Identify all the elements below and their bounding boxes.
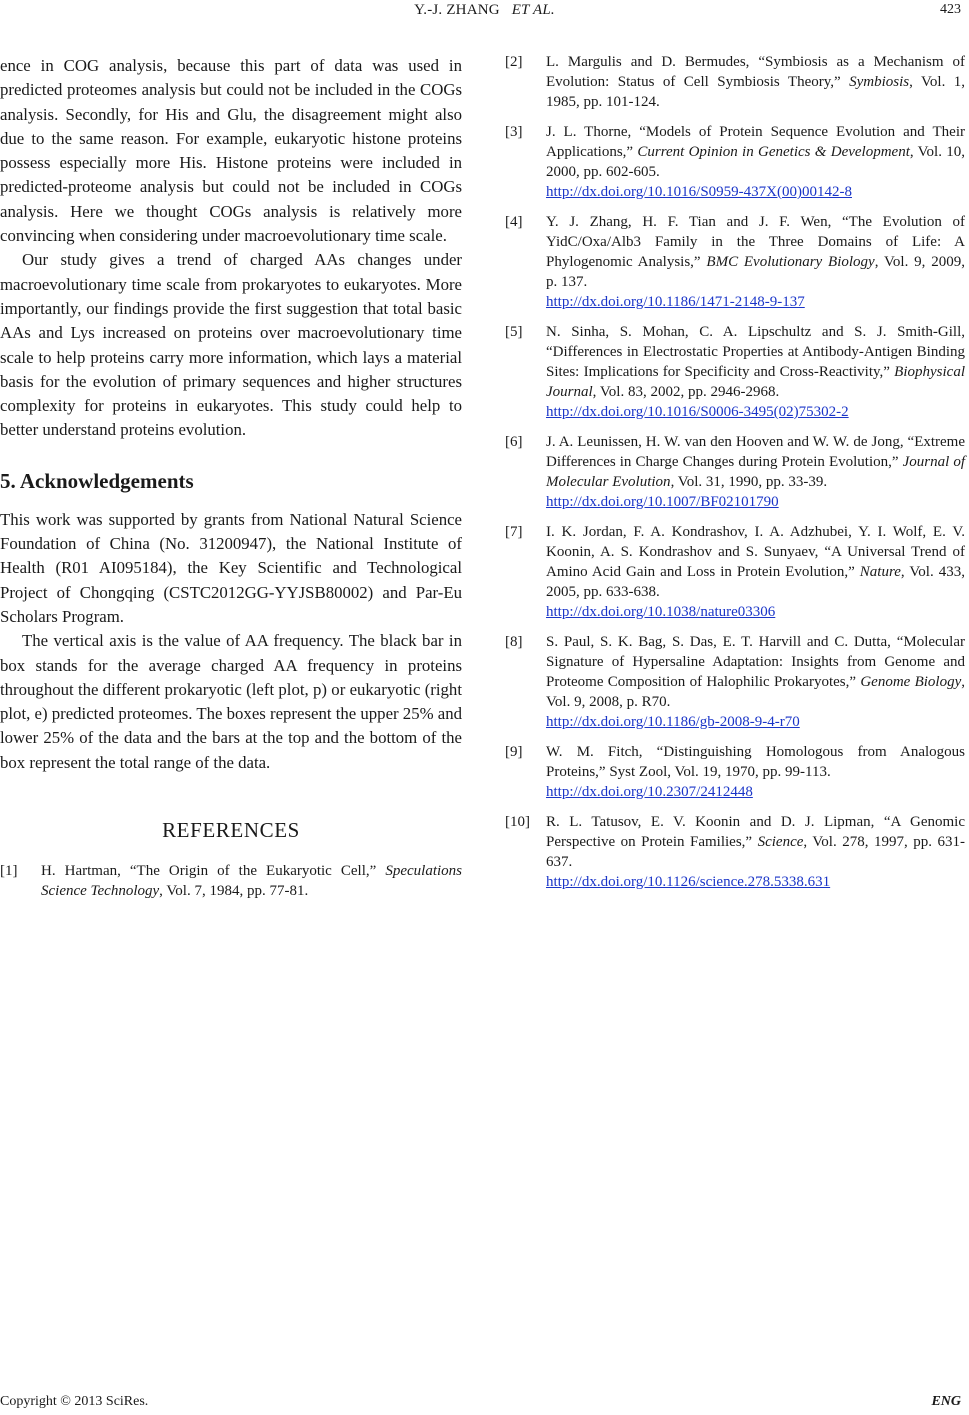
reference-doi-link[interactable]: http://dx.doi.org/10.2307/2412448 (546, 784, 753, 800)
reference-list-left (0, 861, 462, 901)
reference-journal: Current Opinion in Genetics & Development (637, 144, 910, 160)
page-footer (0, 1394, 969, 1414)
reference-journal: BMC Evolutionary Biology (706, 254, 875, 270)
reference-number: [2] (505, 54, 523, 70)
reference-volume-pages: , Vol. 10, 2000, pp. 602-605. (546, 144, 965, 180)
reference-authors-title: N. Sinha, S. Mohan, C. A. Lipschultz and S. J. Smith-Gill, “Differences in Electrostatic Properties at Antibody-Antigen Binding Sites: Implications for Specificity and Cross-Reactivity,” (546, 324, 965, 380)
reference-volume-pages: , Vol. 9, 2008, p. R70. (546, 674, 966, 710)
reference-authors-title: H. Hartman, “The Origin of the Eukaryotic Cell,” (41, 863, 386, 880)
reference-item (505, 432, 965, 512)
reference-volume-pages: , Vol. 7, 1984, pp. 77-81. (159, 883, 309, 900)
reference-authors-title: Y. J. Zhang, H. F. Tian and J. F. Wen, “The Evolution of YidC/Oxa/Alb3 Family in the Three Domains of Life: A Phylogenomic Analysis,” (546, 214, 965, 270)
reference-text (41, 861, 462, 901)
reference-number: [3] (505, 124, 523, 140)
running-head (0, 2, 969, 24)
reference-text (546, 212, 965, 312)
reference-item (0, 861, 462, 901)
reference-volume-pages: , Vol. 9, 2009, p. 137. (546, 254, 965, 290)
reference-number: [5] (505, 324, 523, 340)
figure-caption-paragraph: The vertical axis is the value of AA frequency. The black bar in box stands for the average charged AA frequency in proteins throughout the different prokaryotic (left plot, p) or eukaryotic (right plot, e) predicted proteomes. The boxes represent the upper 25% and lower 25% of the data and the bars at the top and the bottom of the box represent the total range of the data. (0, 631, 462, 772)
reference-volume-pages: , Vol. 31, 1990, pp. 33-39. (670, 474, 828, 490)
reference-list-right (505, 52, 965, 902)
reference-volume-pages: , Vol. 83, 2002, pp. 2946-2968. (592, 384, 780, 400)
reference-authors-title: R. L. Tatusov, E. V. Koonin and D. J. Lipman, “A Genomic Perspective on Protein Families,” (546, 814, 965, 850)
reference-text (546, 52, 965, 112)
reference-text (546, 812, 965, 892)
body-paragraph-2: Our study gives a trend of charged AAs changes under macroevolutionary time scale from prokaryotes to eukaryotes. More importantly, our findings provide the first suggestion that total basic AAs and Lys increased on proteins over macroevolutionary time scale to help proteins carry more information, which lays a material basis for the evolution of primary sequences and higher structures complexity for proteins in eukaryotes. This study could help to better understand proteins evolution. (0, 250, 462, 440)
reference-text (546, 432, 965, 512)
reference-volume-pages: , Vol. 278, 1997, pp. 631-637. (546, 834, 965, 870)
reference-number: [9] (505, 744, 523, 760)
reference-authors-title: J. L. Thorne, “Models of Protein Sequence Evolution and Their Applications,” (546, 124, 965, 160)
reference-number: [4] (505, 214, 523, 230)
reference-number: [6] (505, 434, 523, 450)
reference-text (546, 122, 965, 202)
reference-text (546, 632, 965, 732)
left-column (0, 54, 462, 911)
page-number: 423 (940, 2, 961, 17)
reference-number: [10] (505, 814, 530, 830)
body-paragraph-1: ence in COG analysis, because this part of data was used in predicted proteomes analysis but could not be included in the COGs analysis. Secondly, for His and Glu, the disagreement might also due to the same reason. For example, eukaryotic histone proteins possess especially more His. Histone proteins were included in predicted-proteome analysis but could not be included in COGs analysis. Here we thought COGs analysis is relatively more convincing when considering under macroevolutionary time scale. (0, 56, 462, 246)
authors-etal: ET AL. (511, 2, 555, 18)
reference-doi-link[interactable]: http://dx.doi.org/10.1186/gb-2008-9-4-r70 (546, 714, 800, 730)
reference-authors-title: J. A. Leunissen, H. W. van den Hooven and W. W. de Jong, “Extreme Differences in Charge Changes during Protein Evolution,” (546, 434, 965, 470)
reference-authors-title: S. Paul, S. K. Bag, S. Das, E. T. Harvill and C. Dutta, “Molecular Signature of Hypersaline Adaptation: Insights from Genome and Proteome Composition of Halophilic Prokaryotes,” (546, 634, 965, 690)
reference-number: [8] (505, 634, 523, 650)
references-heading: REFERENCES (162, 818, 300, 843)
reference-number: [1] (0, 863, 18, 880)
reference-authors-title: I. K. Jordan, F. A. Kondrashov, I. A. Adzhubei, Y. I. Wolf, E. V. Koonin, A. S. Kondrashov and S. Sunyaev, “A Universal Trend of Amino Acid Gain and Loss in Protein Evolution,” (546, 524, 965, 580)
reference-doi-link[interactable]: http://dx.doi.org/10.1126/science.278.5338.631 (546, 874, 831, 890)
reference-authors-title: L. Margulis and D. Bermudes, “Symbiosis as a Mechanism of Evolution: Status of Cell Symbiosis Theory,” (546, 54, 965, 90)
reference-journal: Nature (859, 564, 901, 580)
reference-journal: Symbiosis (849, 74, 910, 90)
reference-text (546, 522, 965, 622)
reference-doi-link[interactable]: http://dx.doi.org/10.1038/nature03306 (546, 604, 776, 620)
reference-journal: Journal of Molecular Evolution (546, 454, 965, 490)
reference-doi-link[interactable]: http://dx.doi.org/10.1007/BF02101790 (546, 494, 779, 510)
reference-doi-link[interactable]: http://dx.doi.org/10.1016/S0959-437X(00)00142-8 (546, 184, 852, 200)
reference-journal: Genome Biology (860, 674, 962, 690)
reference-volume-pages: , Vol. 433, 2005, pp. 633-638. (546, 564, 965, 600)
reference-journal: Biophysical Journal (546, 364, 965, 400)
reference-item (505, 522, 965, 622)
reference-item (505, 212, 965, 312)
journal-abbreviation: ENG (931, 1394, 961, 1409)
reference-item (505, 632, 965, 732)
reference-item (505, 122, 965, 202)
reference-text (546, 742, 965, 802)
acknowledgements-paragraph: This work was supported by grants from National Natural Science Foundation of China (No. 31200947), the National Institute of Health (R01 AI095184), the Key Scientific and Technological Project of Chongqing (CSTC2012GG-YYJSB80002) and Par-Eu Scholars Program. (0, 509, 462, 626)
reference-item (505, 52, 965, 112)
reference-journal: Speculations Science Technology (41, 863, 462, 900)
reference-authors-title: W. M. Fitch, “Distinguishing Homologous from Analogous Proteins,” Syst Zool, Vol. 19, 1970, pp. 99-113. (546, 744, 965, 780)
copyright-notice: Copyright © 2013 SciRes. (0, 1394, 149, 1409)
reference-item (505, 742, 965, 802)
reference-doi-link[interactable]: http://dx.doi.org/10.1186/1471-2148-9-137 (546, 294, 805, 310)
reference-text (546, 322, 965, 422)
reference-number: [7] (505, 524, 523, 540)
reference-volume-pages: , Vol. 1, 1985, pp. 101-124. (546, 74, 966, 110)
authors-prefix: Y.-J. ZHANG (414, 2, 500, 18)
reference-doi-link[interactable]: http://dx.doi.org/10.1016/S0006-3495(02)75302-2 (546, 404, 849, 420)
acknowledgements-heading: 5. Acknowledgements (0, 468, 194, 493)
reference-item (505, 322, 965, 422)
running-head-authors (0, 2, 969, 19)
reference-journal: Science (757, 834, 804, 850)
reference-item (505, 812, 965, 892)
